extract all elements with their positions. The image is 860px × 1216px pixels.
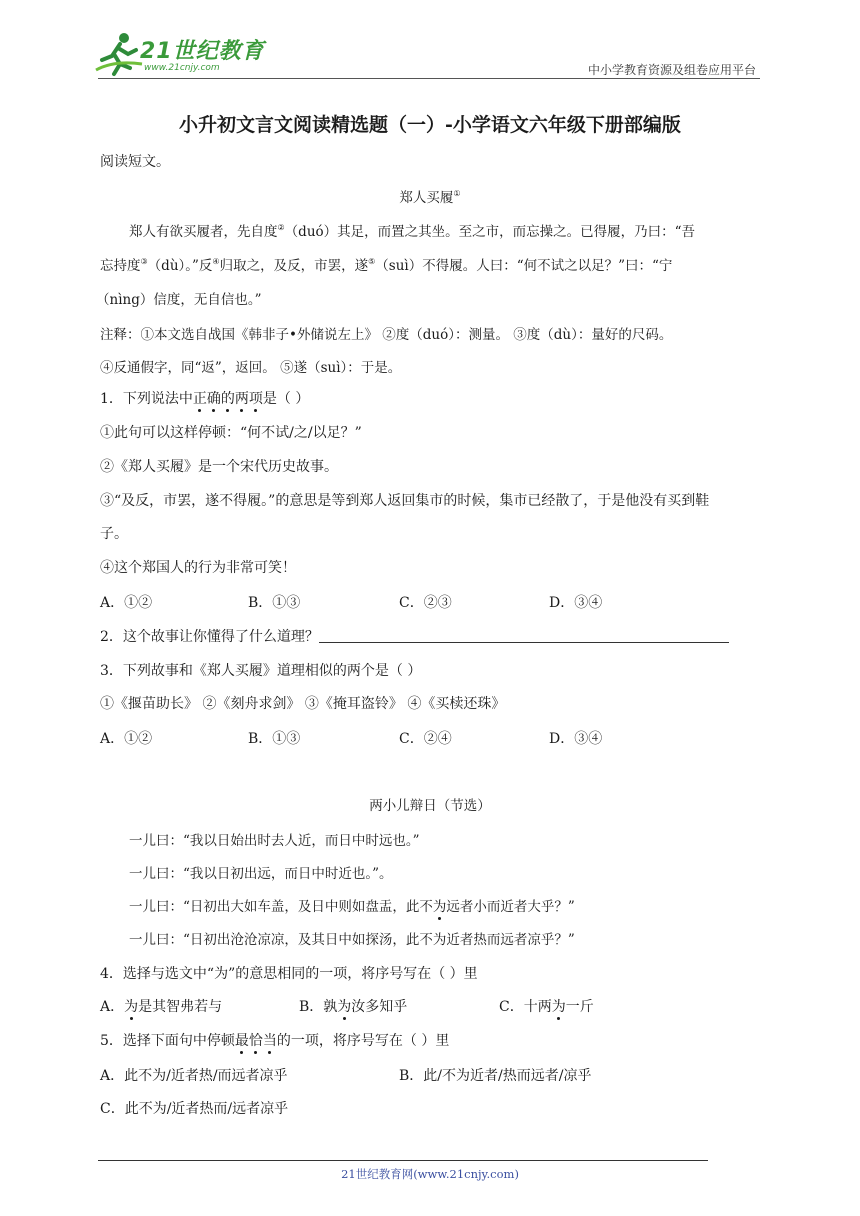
emphasis-char: 确 [206,391,221,407]
q2-stem: 2．这个故事让你懂得了什么道理？ [100,626,729,646]
passage1-note1: 注释：①本文选自战国《韩非子•外储说左上》 ②度（duó）：测量。 ③度（dù）：量好的尺码。 [100,327,673,343]
q1-statement-3a: ③“及反，市罢，遂不得履。”的意思是等到郑人返回集市的时候，集市已经散了，于是他没有买到鞋 [100,493,710,509]
footer-divider [98,1160,708,1161]
passage2-title: 两小儿辩日（节选） [369,798,491,814]
q4-option-a[interactable]: A．为是其智弗若与 [100,999,223,1015]
q1-statement-1: ①此句可以这样停顿：“何不试/之/以足？” [100,425,362,441]
q3-stem: 3．下列故事和《郑人买履》道理相似的两个是（ ） [100,663,422,679]
q1-dotted-emphasis [193,391,263,407]
passage1-line3: （nìng）信度，无自信也。” [96,292,262,308]
footer-text: 21世纪教育网(www.21cnjy.com) [341,1167,519,1181]
q1-statement-4: ④这个郑国人的行为非常可笑！ [100,560,296,576]
site-logo [94,28,264,78]
q5-dotted-emphasis [235,1033,277,1049]
page-title: 小升初文言文阅读精选题（一）-小学语文六年级下册部编版 [179,114,681,136]
passage2-line3: 一儿曰：“日初出大如车盖，及日中则如盘盂，此不为远者小而近者大乎？” [129,899,575,915]
q1-stem: 1．下列说法中正确的两项是（ ） [100,391,310,407]
q1-statement-2: ②《郑人买履》是一个宋代历史故事。 [100,459,338,475]
intro-text: 阅读短文。 [100,154,170,170]
q1-option-c[interactable]: C．②③ [399,595,452,611]
q5-stem: 5．选择下面句中停顿最恰当的一项，将序号写在（ ）里 [100,1033,450,1049]
q3-items: ①《揠苗助长》 ②《刻舟求剑》 ③《掩耳盗铃》 ④《买椟还珠》 [100,696,506,712]
emphasis-char: 当 [262,1033,277,1049]
q3-option-c[interactable]: C．②④ [399,731,452,747]
q3-option-a[interactable]: A．①② [100,731,153,747]
q4-option-b[interactable]: B．孰为汝多知乎 [299,999,408,1015]
passage2-line1: 一儿曰：“我以日始出时去人近，而日中时远也。” [129,833,420,849]
passage2-line2: 一儿曰：“我以日初出远，而日中时近也。”。 [129,866,393,882]
passage1-line2: 忘持度③（dù）。”反④归取之，及反，市罢，遂⑤（suì）不得履。人曰：“何不试之以足？”曰：“宁 [100,257,673,274]
q3-option-b[interactable]: B．①③ [248,731,301,747]
q3-option-d[interactable]: D．③④ [549,731,603,747]
passage2-dotted-wei: 为 [432,899,447,915]
passage1-line1: 郑人有欲买履者，先自度②（duó）其足，而置之其坐。至之市，而忘操之。已得履，乃曰：“吾 [129,223,696,240]
emphasis-char: 恰 [248,1033,263,1049]
logo-url: www.21cnjy.com [144,63,220,73]
platform-name: 中小学教育资源及组卷应用平台 [587,63,756,77]
passage2-line4: 一儿曰：“日初出沧沧凉凉，及其日中如探汤，此不为近者热而远者凉乎？” [129,932,575,948]
passage1-title: 郑人买履① [399,189,461,206]
passage1-note2: ④反通假字，同“返”，返回。 ⑤遂（suì）：于是。 [100,360,402,376]
emphasis-char: 正 [192,391,207,407]
q1-statement-3b: 子。 [100,526,128,542]
q5-option-c[interactable]: C．此不为/近者热而/远者凉乎 [100,1101,289,1117]
header-divider [98,78,760,79]
q1-option-d[interactable]: D．③④ [549,595,603,611]
q2-answer-line[interactable] [319,628,729,643]
emphasis-char: 最 [234,1033,249,1049]
q5-option-b[interactable]: B．此/不为近者/热而远者/凉乎 [399,1068,592,1084]
logo-text: 21世纪教育 [140,39,265,64]
runner-logo-icon [94,30,146,78]
emphasis-char: 两 [234,391,249,407]
q4-stem: 4．选择与选文中“为”的意思相同的一项，将序号写在（ ）里 [100,966,478,982]
q4-option-c[interactable]: C．十两为一斤 [499,999,594,1015]
q1-option-a[interactable]: A．①② [100,595,153,611]
emphasis-char: 的 [220,391,235,407]
q1-option-b[interactable]: B．①③ [248,595,301,611]
emphasis-char: 项 [248,391,263,407]
q5-option-a[interactable]: A．此不为/近者热/而远者凉乎 [100,1068,288,1084]
